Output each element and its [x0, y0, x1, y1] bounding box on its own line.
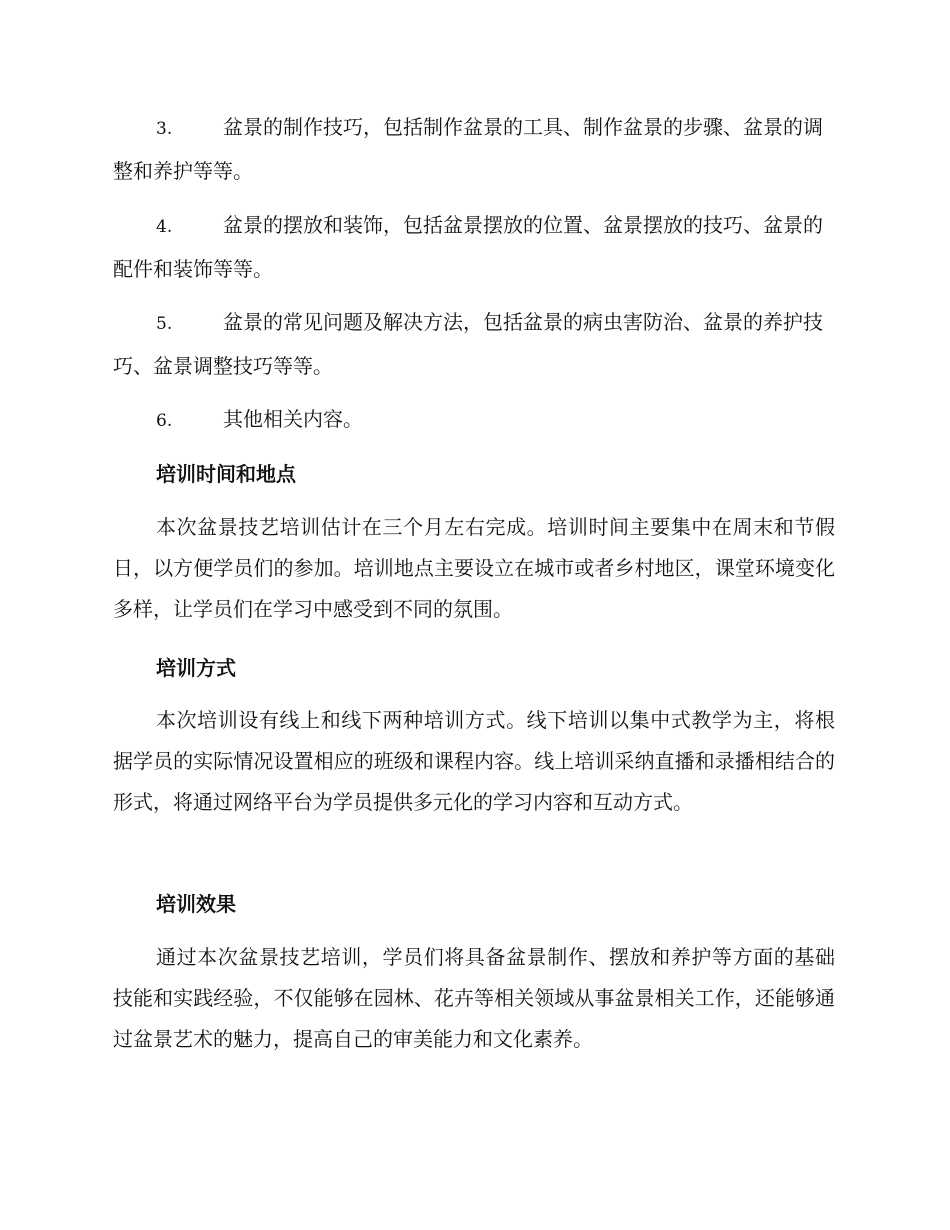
list-item-number: 6. [156, 411, 173, 431]
list-item [113, 301, 833, 387]
section-heading: 培训时间和地点 [156, 462, 296, 486]
section-paragraph: 本次盆景技艺培训估计在三个月左右完成。培训时间主要集中在周末和节假日，以方便学员们的参加。培训地点主要设立在城市或者乡村地区，课堂环境变化多样，让学员们在学习中感受到不同的氛围。 [113, 515, 835, 621]
section-paragraph: 通过本次盆景技艺培训，学员们将具备盆景制作、摆放和养护等方面的基础技能和实践经验，不仅能够在园林、花卉等相关领域从事盆景相关工作，还能够通过盆景艺术的魅力，提高自己的审美能力和文化素养。 [113, 945, 835, 1051]
section-heading: 培训效果 [156, 892, 236, 916]
list-item-text: 盆景的摆放和装饰，包括盆景摆放的位置、盆景摆放的技巧、盆景的配件和装饰等等。 [113, 213, 823, 281]
list-item-text: 其他相关内容。 [223, 407, 363, 431]
list-item-text: 盆景的常见问题及解决方法，包括盆景的病虫害防治、盆景的养护技巧、盆景调整技巧等等。 [113, 310, 823, 378]
list-item-number: 3. [156, 119, 173, 139]
list-item [113, 204, 833, 290]
list-item [113, 398, 833, 442]
list-item-number: 4. [156, 217, 173, 237]
section-paragraph: 本次培训设有线上和线下两种培训方式。线下培训以集中式教学为主，将根据学员的实际情况设置相应的班级和课程内容。线上培训采纳直播和录播相结合的形式，将通过网络平台为学员提供多元化的学习内容和互动方式。 [113, 708, 835, 814]
list-item-text: 盆景的制作技巧，包括制作盆景的工具、制作盆景的步骤、盆景的调整和养护等等。 [113, 115, 823, 183]
list-item [113, 106, 833, 192]
section-heading: 培训方式 [156, 656, 236, 680]
list-item-number: 5. [156, 314, 173, 334]
